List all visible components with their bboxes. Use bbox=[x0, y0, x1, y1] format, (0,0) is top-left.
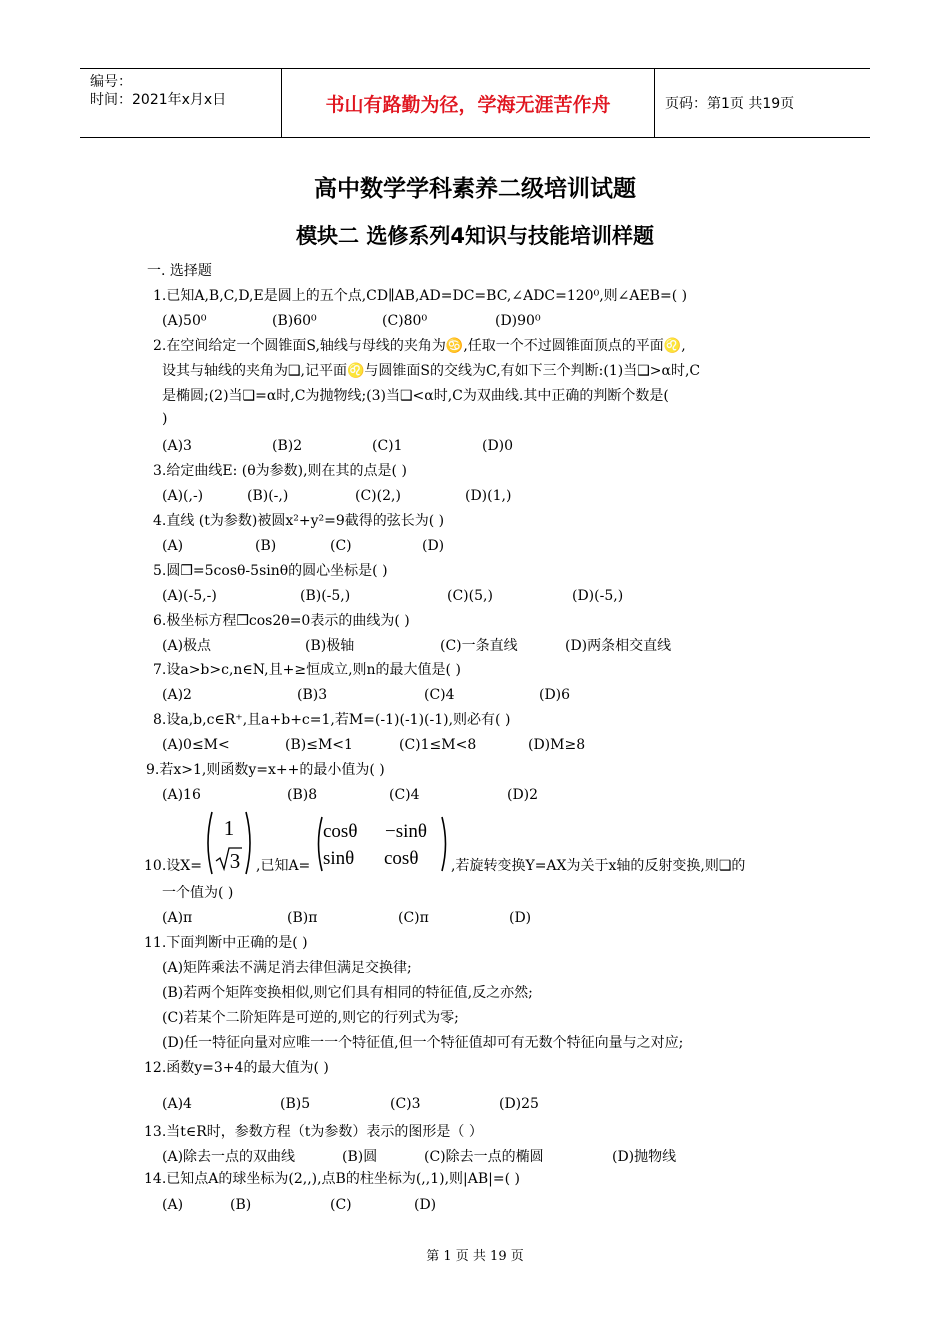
option-b: (B)60⁰ bbox=[272, 313, 317, 329]
matrix-x bbox=[203, 808, 255, 878]
option-b: (B) bbox=[255, 538, 277, 554]
option-c: (C) bbox=[330, 1197, 352, 1213]
section-heading: 一. 选择题 bbox=[147, 263, 212, 279]
option-b: (B)3 bbox=[297, 687, 328, 703]
option-a: (A)除去一点的双曲线 bbox=[162, 1149, 296, 1165]
option-b: (B)(-,) bbox=[247, 488, 289, 504]
matrix-x-bottom: 3 bbox=[229, 849, 241, 873]
motto: 书山有路勤为径，学海无涯苦作舟 bbox=[281, 69, 655, 137]
question-4: 4.直线 (t为参数)被圆x²+y²=9截得的弦长为( ) bbox=[153, 513, 445, 529]
option-b: (B)(-5,) bbox=[300, 588, 351, 604]
option-d: (D) bbox=[414, 1197, 437, 1213]
option-a: (A)极点 bbox=[162, 638, 212, 654]
option-c: (C) bbox=[330, 538, 352, 554]
option-c: (C)4 bbox=[424, 687, 455, 703]
option-a: (A)3 bbox=[162, 438, 192, 454]
question-7: 7.设a>b>c,n∈N,且+≥恒成立,则n的最大值是( ) bbox=[153, 662, 461, 678]
question-10-prefix: 10.设X= bbox=[144, 858, 202, 874]
question-13: 13.当t∈R时，参数方程（t为参数）表示的图形是（ ） bbox=[144, 1124, 483, 1140]
option-b: (B) bbox=[230, 1197, 252, 1213]
option-d: (D)抛物线 bbox=[612, 1149, 677, 1165]
option-d: (D)(-5,) bbox=[572, 588, 624, 604]
page-subtitle: 模块二 选修系列4知识与技能培训样题 bbox=[296, 224, 654, 248]
question-10-line-2: 一个值为( ) bbox=[162, 885, 234, 901]
page-label: 页码：第1页 共19页 bbox=[665, 96, 795, 112]
option-a: (A)0≤M< bbox=[162, 737, 230, 753]
option-d: (D) bbox=[509, 910, 532, 926]
option-b: (B)2 bbox=[272, 438, 303, 454]
option-c: (C)(5,) bbox=[447, 588, 493, 604]
option-c: (C)4 bbox=[389, 787, 420, 803]
option-c: (C)1≤M<8 bbox=[399, 737, 477, 753]
question-9: 9.若x>1,则函数y=x++的最小值为( ) bbox=[146, 762, 385, 778]
question-2-line-2: 设其与轴线的夹角为❑,记平面♌与圆锥面S的交线为C,有如下三个判断:(1)当❑>α时,C bbox=[162, 363, 701, 379]
option-a: (A)2 bbox=[162, 687, 192, 703]
option-b: (B)圆 bbox=[342, 1149, 378, 1165]
matrix-x-top: 1 bbox=[223, 816, 235, 840]
option-b: (B)π bbox=[287, 910, 318, 926]
option-d: (D)25 bbox=[499, 1096, 539, 1112]
page-footer: 第 1 页 共 19 页 bbox=[426, 1249, 524, 1264]
number-label: 编号： bbox=[90, 74, 132, 90]
option-c: (C)(2,) bbox=[355, 488, 401, 504]
question-10-suffix: ,若旋转变换Y=AX为关于x轴的反射变换,则❑的 bbox=[451, 858, 746, 874]
question-11-option-b: (B)若两个矩阵变换相似,则它们具有相同的特征值,反之亦然; bbox=[162, 985, 533, 1001]
matrix-a-12: −sinθ bbox=[385, 821, 427, 842]
option-b: (B)极轴 bbox=[305, 638, 355, 654]
question-1: 1.已知A,B,C,D,E是圆上的五个点,CD∥AB,AD=DC=BC,∠ADC=120⁰,则∠AEB=( ) bbox=[153, 288, 688, 304]
option-c: (C)π bbox=[398, 910, 429, 926]
option-d: (D)6 bbox=[539, 687, 571, 703]
question-2-line-1: 2.在空间给定一个圆锥面S,轴线与母线的夹角为♋,任取一个不过圆锥面顶点的平面♌, bbox=[153, 338, 686, 354]
question-12: 12.函数y=3+4的最大值为( ) bbox=[144, 1060, 329, 1076]
question-2-line-4: ) bbox=[162, 411, 168, 427]
matrix-a-22: cosθ bbox=[384, 848, 419, 869]
option-d: (D) bbox=[422, 538, 445, 554]
option-d: (D)两条相交直线 bbox=[565, 638, 672, 654]
matrix-a-21: sinθ bbox=[323, 848, 355, 869]
option-a: (A) bbox=[162, 538, 184, 554]
header-table bbox=[80, 68, 870, 138]
matrix-a-11: cosθ bbox=[323, 821, 358, 842]
option-a: (A)50⁰ bbox=[162, 313, 207, 329]
option-a: (A)π bbox=[162, 910, 193, 926]
option-c: (C)一条直线 bbox=[440, 638, 518, 654]
option-d: (D)90⁰ bbox=[495, 313, 541, 329]
date-label: 时间：2021年x月x日 bbox=[90, 92, 227, 108]
question-3: 3.给定曲线E: (θ为参数),则在其的点是( ) bbox=[153, 463, 407, 479]
option-c: (C)除去一点的椭圆 bbox=[424, 1149, 544, 1165]
question-11: 11.下面判断中正确的是( ) bbox=[144, 935, 308, 951]
option-c: (C)1 bbox=[372, 438, 403, 454]
option-a: (A)(-5,-) bbox=[162, 588, 217, 604]
question-10-middle: ,已知A= bbox=[256, 858, 311, 874]
option-d: (D)(1,) bbox=[465, 488, 512, 504]
option-b: (B)5 bbox=[280, 1096, 311, 1112]
option-d: (D)0 bbox=[482, 438, 514, 454]
question-2-line-3: 是椭圆;(2)当❑=α时,C为抛物线;(3)当❑<α时,C为双曲线.其中正确的判断个数是( bbox=[162, 388, 669, 404]
matrix-a bbox=[315, 814, 449, 874]
option-a: (A)(,-) bbox=[162, 488, 204, 504]
option-a: (A) bbox=[162, 1197, 184, 1213]
question-11-option-c: (C)若某个二阶矩阵是可逆的,则它的行列式为零; bbox=[162, 1010, 459, 1026]
option-a: (A)4 bbox=[162, 1096, 192, 1112]
header-left-cell bbox=[80, 69, 281, 137]
question-11-option-d: (D)任一特征向量对应唯一一个特征值,但一个特征值却可有无数个特征向量与之对应; bbox=[162, 1035, 684, 1051]
option-b: (B)8 bbox=[287, 787, 318, 803]
option-d: (D)2 bbox=[507, 787, 539, 803]
question-6: 6.极坐标方程❒cos2θ=0表示的曲线为( ) bbox=[153, 613, 410, 629]
question-11-option-a: (A)矩阵乘法不满足消去律但满足交换律; bbox=[162, 960, 412, 976]
question-5: 5.圆❒=5cosθ-5sinθ的圆心坐标是( ) bbox=[153, 563, 388, 579]
option-c: (C)3 bbox=[390, 1096, 421, 1112]
page-title: 高中数学学科素养二级培训试题 bbox=[314, 176, 636, 202]
question-14: 14.已知点A的球坐标为(2,,),点B的柱坐标为(,,1),则|AB|=( ) bbox=[144, 1171, 520, 1187]
option-d: (D)M≥8 bbox=[528, 737, 586, 753]
option-b: (B)≤M<1 bbox=[285, 737, 353, 753]
option-c: (C)80⁰ bbox=[382, 313, 428, 329]
option-a: (A)16 bbox=[162, 787, 201, 803]
question-8: 8.设a,b,c∈R⁺,且a+b+c=1,若M=(-1)(-1)(-1),则必有( ) bbox=[153, 712, 511, 728]
